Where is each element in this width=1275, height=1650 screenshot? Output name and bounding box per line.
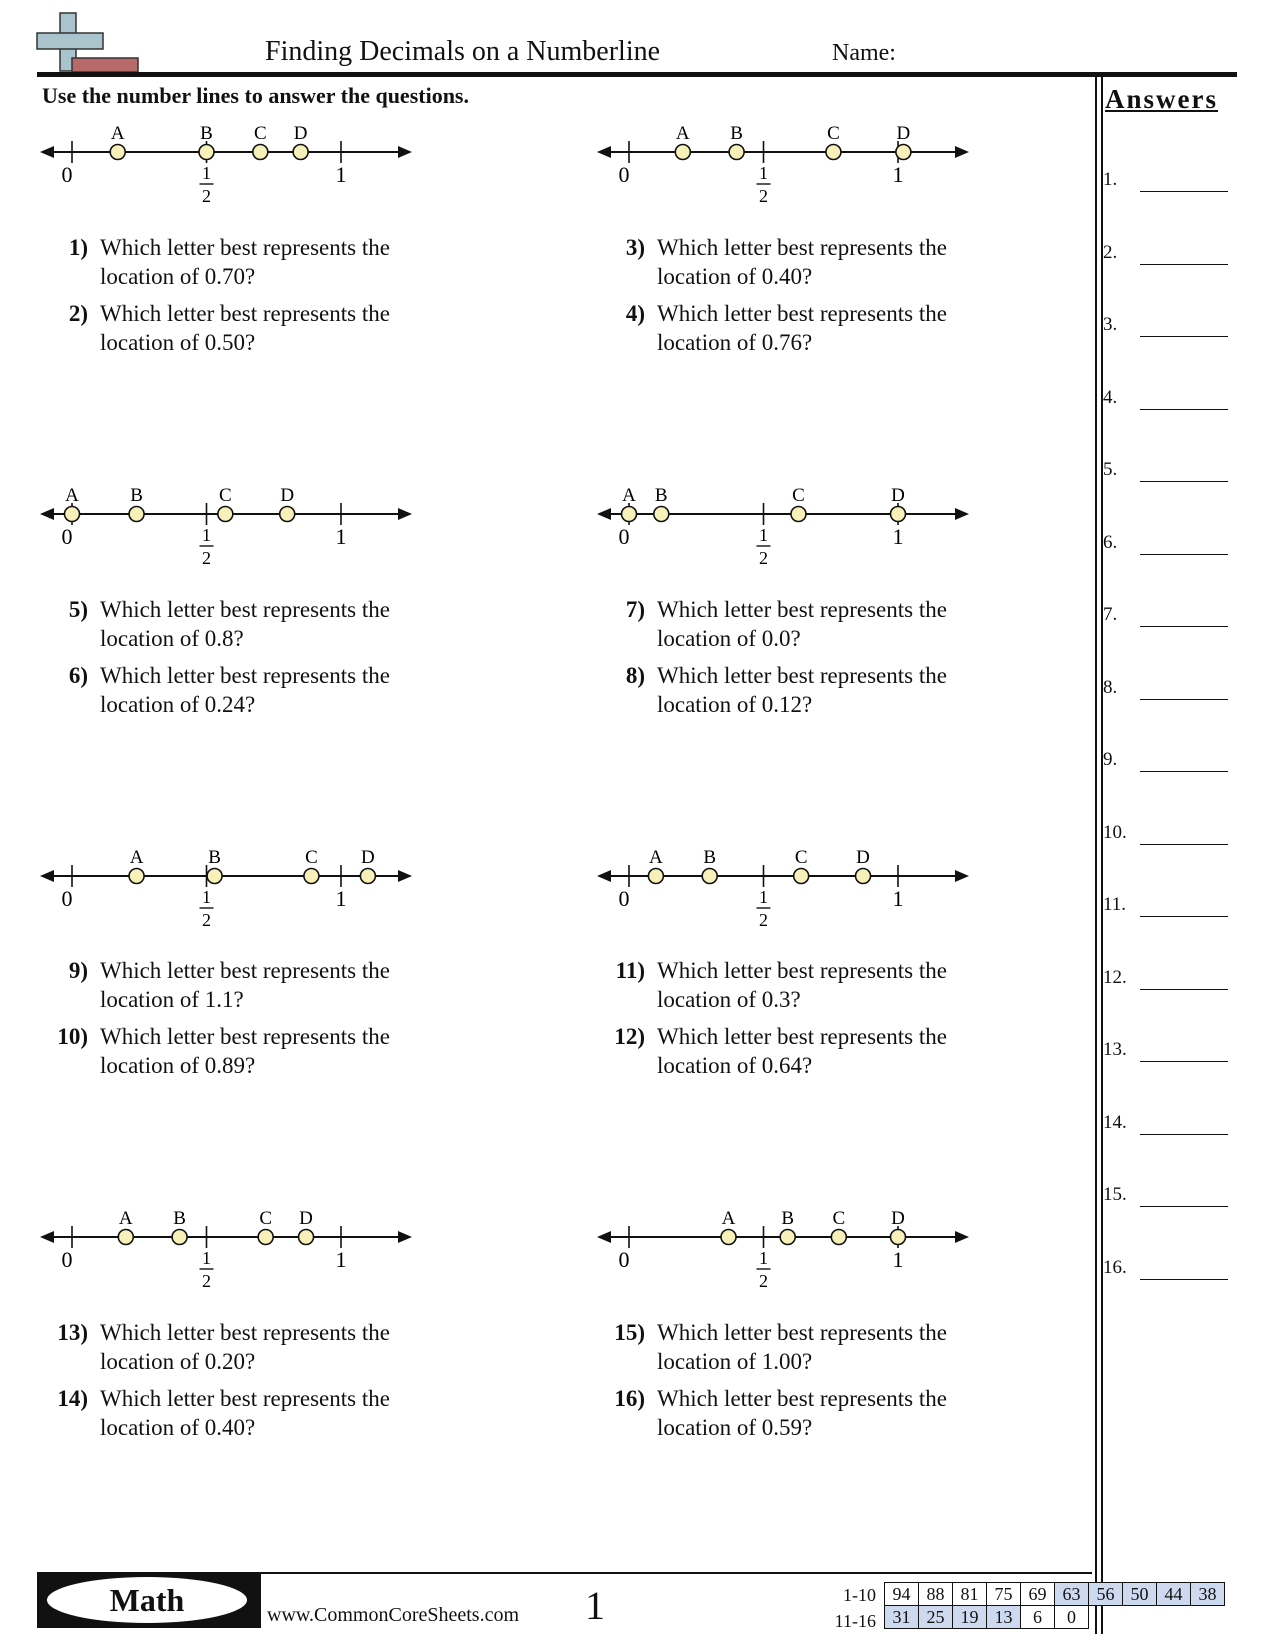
point-label: D xyxy=(280,485,295,506)
point-marker-d xyxy=(360,869,375,884)
question-text: Which letter best represents the location of 0.50? xyxy=(100,301,390,355)
question-text: Which letter best represents the location of 0.3? xyxy=(657,958,947,1012)
fraction-denominator: 2 xyxy=(759,910,768,930)
answer-blank[interactable] xyxy=(1140,699,1228,700)
score-table xyxy=(884,1582,1225,1629)
fraction-denominator: 2 xyxy=(202,548,211,568)
point-label: C xyxy=(827,123,840,144)
point-marker-b xyxy=(654,507,669,522)
left-arrow-icon xyxy=(597,870,611,882)
question-number: 13) xyxy=(57,1320,88,1345)
question-number: 10) xyxy=(57,1024,88,1049)
number-line-4 xyxy=(597,474,1017,584)
point-marker-a xyxy=(648,869,663,884)
point-marker-c xyxy=(794,869,809,884)
question-number: 14) xyxy=(57,1386,88,1411)
answer-blank[interactable] xyxy=(1140,264,1228,265)
question-text: Which letter best represents the location of 1.00? xyxy=(657,1320,947,1374)
number-line-svg xyxy=(40,1197,460,1307)
tick-label: 1 xyxy=(892,886,904,911)
score-row-label: 1-10 xyxy=(843,1585,876,1605)
fraction-denominator: 2 xyxy=(202,1271,211,1291)
tick-label: 1 xyxy=(335,524,347,549)
point-label: A xyxy=(622,485,636,506)
point-marker-b xyxy=(702,869,717,884)
score-cell: 19 xyxy=(953,1606,987,1629)
point-marker-c xyxy=(826,145,841,160)
answer-number: 11. xyxy=(1103,894,1127,915)
left-arrow-icon xyxy=(597,508,611,520)
point-label: B xyxy=(130,485,143,506)
score-cell: 6 xyxy=(1021,1606,1055,1629)
answer-blank[interactable] xyxy=(1140,1206,1228,1207)
question-number: 3) xyxy=(625,235,645,260)
fraction-numerator: 1 xyxy=(759,525,768,545)
score-cell: 38 xyxy=(1191,1583,1225,1606)
score-cell: 13 xyxy=(987,1606,1021,1629)
point-label: D xyxy=(896,123,911,144)
right-arrow-icon xyxy=(398,508,412,520)
point-marker-d xyxy=(891,507,906,522)
tick-label: 1 xyxy=(335,886,347,911)
number-line-svg xyxy=(40,836,460,946)
answer-number: 9. xyxy=(1103,749,1118,770)
tick-label: 1 xyxy=(892,1247,904,1272)
answer-number: 1. xyxy=(1103,169,1118,190)
point-marker-d xyxy=(293,145,308,160)
point-label: C xyxy=(218,485,232,506)
point-label: B xyxy=(730,123,743,144)
right-arrow-icon xyxy=(955,508,969,520)
point-marker-b xyxy=(780,1230,795,1245)
left-arrow-icon xyxy=(40,870,54,882)
tick-label: 0 xyxy=(61,162,73,187)
answer-number: 13. xyxy=(1103,1039,1127,1060)
question-text: Which letter best represents the location of 0.40? xyxy=(657,235,947,289)
fraction-denominator: 2 xyxy=(202,186,211,206)
point-marker-d xyxy=(856,869,871,884)
answer-number: 15. xyxy=(1103,1184,1127,1205)
point-marker-a xyxy=(675,145,690,160)
point-marker-d xyxy=(280,507,295,522)
point-label: B xyxy=(208,847,221,868)
tick-label: 0 xyxy=(618,162,630,187)
fraction-numerator: 1 xyxy=(202,1248,211,1268)
point-marker-b xyxy=(129,507,144,522)
question-text: Which letter best represents the location of 0.64? xyxy=(657,1024,947,1078)
number-line-3 xyxy=(40,474,460,584)
point-marker-b xyxy=(729,145,744,160)
left-arrow-icon xyxy=(597,146,611,158)
fraction-denominator: 2 xyxy=(202,910,211,930)
answer-column-divider-2 xyxy=(1101,74,1103,1634)
answer-column-divider xyxy=(1095,74,1097,1634)
number-line-1 xyxy=(40,112,460,222)
tick-label: 0 xyxy=(61,524,73,549)
answer-blank[interactable] xyxy=(1140,626,1228,627)
tick-label: 0 xyxy=(618,524,630,549)
point-label: B xyxy=(654,485,668,506)
answer-blank[interactable] xyxy=(1140,989,1228,990)
point-marker-b xyxy=(172,1230,187,1245)
answer-number: 7. xyxy=(1103,604,1118,625)
question-number: 9) xyxy=(68,958,88,983)
score-cell: 56 xyxy=(1089,1583,1123,1606)
point-label: A xyxy=(129,847,144,868)
score-cell: 69 xyxy=(1021,1583,1055,1606)
question-number: 2) xyxy=(68,301,88,326)
point-marker-a xyxy=(118,1230,133,1245)
answer-blank[interactable] xyxy=(1140,481,1228,482)
point-label: C xyxy=(253,123,267,144)
score-row-label: 11-16 xyxy=(834,1611,876,1631)
tick-label: 0 xyxy=(618,1247,630,1272)
tick-label: 0 xyxy=(618,886,630,911)
answer-blank[interactable] xyxy=(1140,1061,1228,1062)
point-label: B xyxy=(781,1208,795,1229)
point-marker-b xyxy=(199,145,214,160)
question-text: Which letter best represents the location of 0.40? xyxy=(100,1386,390,1440)
answer-number: 6. xyxy=(1103,531,1118,553)
point-label: A xyxy=(649,847,663,868)
point-label: A xyxy=(118,1208,133,1229)
answer-number: 8. xyxy=(1103,676,1118,698)
fraction-numerator: 1 xyxy=(759,1248,768,1268)
point-label: A xyxy=(65,485,79,506)
score-row-2 xyxy=(885,1606,1225,1629)
question-number: 7) xyxy=(625,597,645,622)
number-line-5 xyxy=(40,836,460,946)
score-cell: 50 xyxy=(1123,1583,1157,1606)
point-marker-c xyxy=(218,507,233,522)
tick-label: 1 xyxy=(892,524,904,549)
number-line-6 xyxy=(597,836,1017,946)
question-text: Which letter best represents the location of 0.12? xyxy=(657,663,947,717)
header-rule xyxy=(37,72,1237,77)
point-label: A xyxy=(721,1208,736,1229)
question-number: 4) xyxy=(625,301,645,326)
point-label: A xyxy=(110,123,125,144)
question-number: 5) xyxy=(68,597,88,622)
answer-number: 10. xyxy=(1103,821,1127,843)
answer-blank[interactable] xyxy=(1140,771,1228,772)
number-line-svg xyxy=(597,112,1017,222)
number-line-svg xyxy=(597,836,1017,946)
question-number: 15) xyxy=(614,1320,645,1345)
name-label: Name: xyxy=(832,40,896,66)
point-label: D xyxy=(891,485,905,506)
right-arrow-icon xyxy=(955,146,969,158)
left-arrow-icon xyxy=(40,1231,54,1243)
score-cell: 94 xyxy=(885,1583,919,1606)
question-text: Which letter best represents the location of 0.20? xyxy=(100,1320,390,1374)
answer-number: 4. xyxy=(1103,386,1118,408)
point-label: C xyxy=(305,847,318,868)
question-text: Which letter best represents the location of 1.1? xyxy=(100,958,390,1012)
question-text: Which letter best represents the location of 0.76? xyxy=(657,301,947,355)
question-text: Which letter best represents the location of 0.8? xyxy=(100,597,390,651)
point-label: D xyxy=(293,123,308,144)
number-line-svg xyxy=(40,112,460,222)
score-cell: 63 xyxy=(1055,1583,1089,1606)
point-marker-a xyxy=(65,507,80,522)
tick-label: 0 xyxy=(61,1247,73,1272)
question-text: Which letter best represents the location of 0.70? xyxy=(100,235,390,289)
point-label: A xyxy=(675,123,690,144)
answer-blank[interactable] xyxy=(1140,191,1228,192)
question-text: Which letter best represents the location of 0.59? xyxy=(657,1386,947,1440)
score-cell: 81 xyxy=(953,1583,987,1606)
number-line-svg xyxy=(597,1197,1017,1307)
right-arrow-icon xyxy=(955,870,969,882)
point-label: C xyxy=(792,485,805,506)
point-marker-d xyxy=(891,1230,906,1245)
number-line-8 xyxy=(597,1197,1017,1307)
point-marker-c xyxy=(791,507,806,522)
right-arrow-icon xyxy=(398,1231,412,1243)
score-cell: 75 xyxy=(987,1583,1021,1606)
right-arrow-icon xyxy=(955,1231,969,1243)
point-marker-a xyxy=(129,869,144,884)
number-line-svg xyxy=(597,474,1017,584)
subject-logo xyxy=(37,1572,261,1628)
point-label: D xyxy=(361,847,375,868)
question-number: 16) xyxy=(614,1386,645,1411)
point-marker-c xyxy=(258,1230,273,1245)
point-marker-a xyxy=(622,507,637,522)
question-text: Which letter best represents the location of 0.89? xyxy=(100,1024,390,1078)
point-marker-a xyxy=(721,1230,736,1245)
point-label: C xyxy=(259,1208,273,1229)
point-label: B xyxy=(703,847,717,868)
tick-label: 1 xyxy=(892,162,904,187)
right-arrow-icon xyxy=(398,870,412,882)
left-arrow-icon xyxy=(597,1231,611,1243)
answer-blank[interactable] xyxy=(1140,1279,1228,1280)
tick-label: 0 xyxy=(61,886,73,911)
page-number: 1 xyxy=(585,1583,605,1628)
fraction-denominator: 2 xyxy=(759,1271,768,1291)
question-number: 12) xyxy=(614,1024,645,1049)
left-arrow-icon xyxy=(40,146,54,158)
tick-label: 1 xyxy=(335,162,347,187)
fraction-numerator: 1 xyxy=(202,525,211,545)
tick-label: 1 xyxy=(335,1247,347,1272)
fraction-numerator: 1 xyxy=(759,163,768,183)
point-label: D xyxy=(299,1208,313,1229)
question-number: 6) xyxy=(68,663,88,688)
question-number: 11) xyxy=(615,958,645,983)
point-label: C xyxy=(832,1208,846,1229)
score-cell: 0 xyxy=(1055,1606,1089,1629)
website-link[interactable]: www.CommonCoreSheets.com xyxy=(267,1604,520,1626)
number-line-7 xyxy=(40,1197,460,1307)
answer-number: 12. xyxy=(1103,966,1127,988)
fraction-denominator: 2 xyxy=(759,548,768,568)
question-number: 1) xyxy=(68,235,88,260)
answer-blank[interactable] xyxy=(1140,409,1228,410)
instructions: Use the number lines to answer the questions. xyxy=(42,83,469,108)
answer-blank[interactable] xyxy=(1140,1134,1228,1135)
number-line-svg xyxy=(40,474,460,584)
point-label: B xyxy=(173,1208,186,1229)
answer-blank[interactable] xyxy=(1140,336,1228,337)
score-cell: 88 xyxy=(919,1583,953,1606)
answer-blank[interactable] xyxy=(1140,916,1228,917)
question-text: Which letter best represents the location of 0.24? xyxy=(100,663,390,717)
answer-number: 16. xyxy=(1103,1256,1127,1278)
point-marker-c xyxy=(253,145,268,160)
point-label: C xyxy=(794,847,808,868)
number-line-2 xyxy=(597,112,1017,222)
subject-label: Math xyxy=(47,1577,247,1623)
fraction-numerator: 1 xyxy=(759,887,768,907)
answer-number: 3. xyxy=(1103,314,1118,335)
point-marker-c xyxy=(304,869,319,884)
point-marker-b xyxy=(207,869,222,884)
point-marker-d xyxy=(299,1230,314,1245)
fraction-numerator: 1 xyxy=(202,887,211,907)
point-label: D xyxy=(856,847,870,868)
point-marker-d xyxy=(896,145,911,160)
answer-blank[interactable] xyxy=(1140,844,1228,845)
score-cell: 44 xyxy=(1157,1583,1191,1606)
page-title: Finding Decimals on a Numberline xyxy=(265,36,661,67)
answer-blank[interactable] xyxy=(1140,554,1228,555)
point-marker-c xyxy=(831,1230,846,1245)
score-cell: 25 xyxy=(919,1606,953,1629)
fraction-denominator: 2 xyxy=(759,186,768,206)
right-arrow-icon xyxy=(398,146,412,158)
fraction-numerator: 1 xyxy=(202,163,211,183)
point-marker-a xyxy=(110,145,125,160)
question-number: 8) xyxy=(625,663,645,688)
answers-title: Answers xyxy=(1105,84,1218,114)
question-text: Which letter best represents the location of 0.0? xyxy=(657,597,947,651)
plus-logo-icon xyxy=(34,10,144,76)
point-label: D xyxy=(891,1208,905,1229)
answer-number: 2. xyxy=(1103,241,1118,263)
left-arrow-icon xyxy=(40,508,54,520)
point-label: B xyxy=(200,123,213,144)
answer-number: 5. xyxy=(1103,459,1118,480)
score-row-1 xyxy=(885,1583,1225,1606)
score-cell: 31 xyxy=(885,1606,919,1629)
answer-number: 14. xyxy=(1103,1111,1127,1133)
